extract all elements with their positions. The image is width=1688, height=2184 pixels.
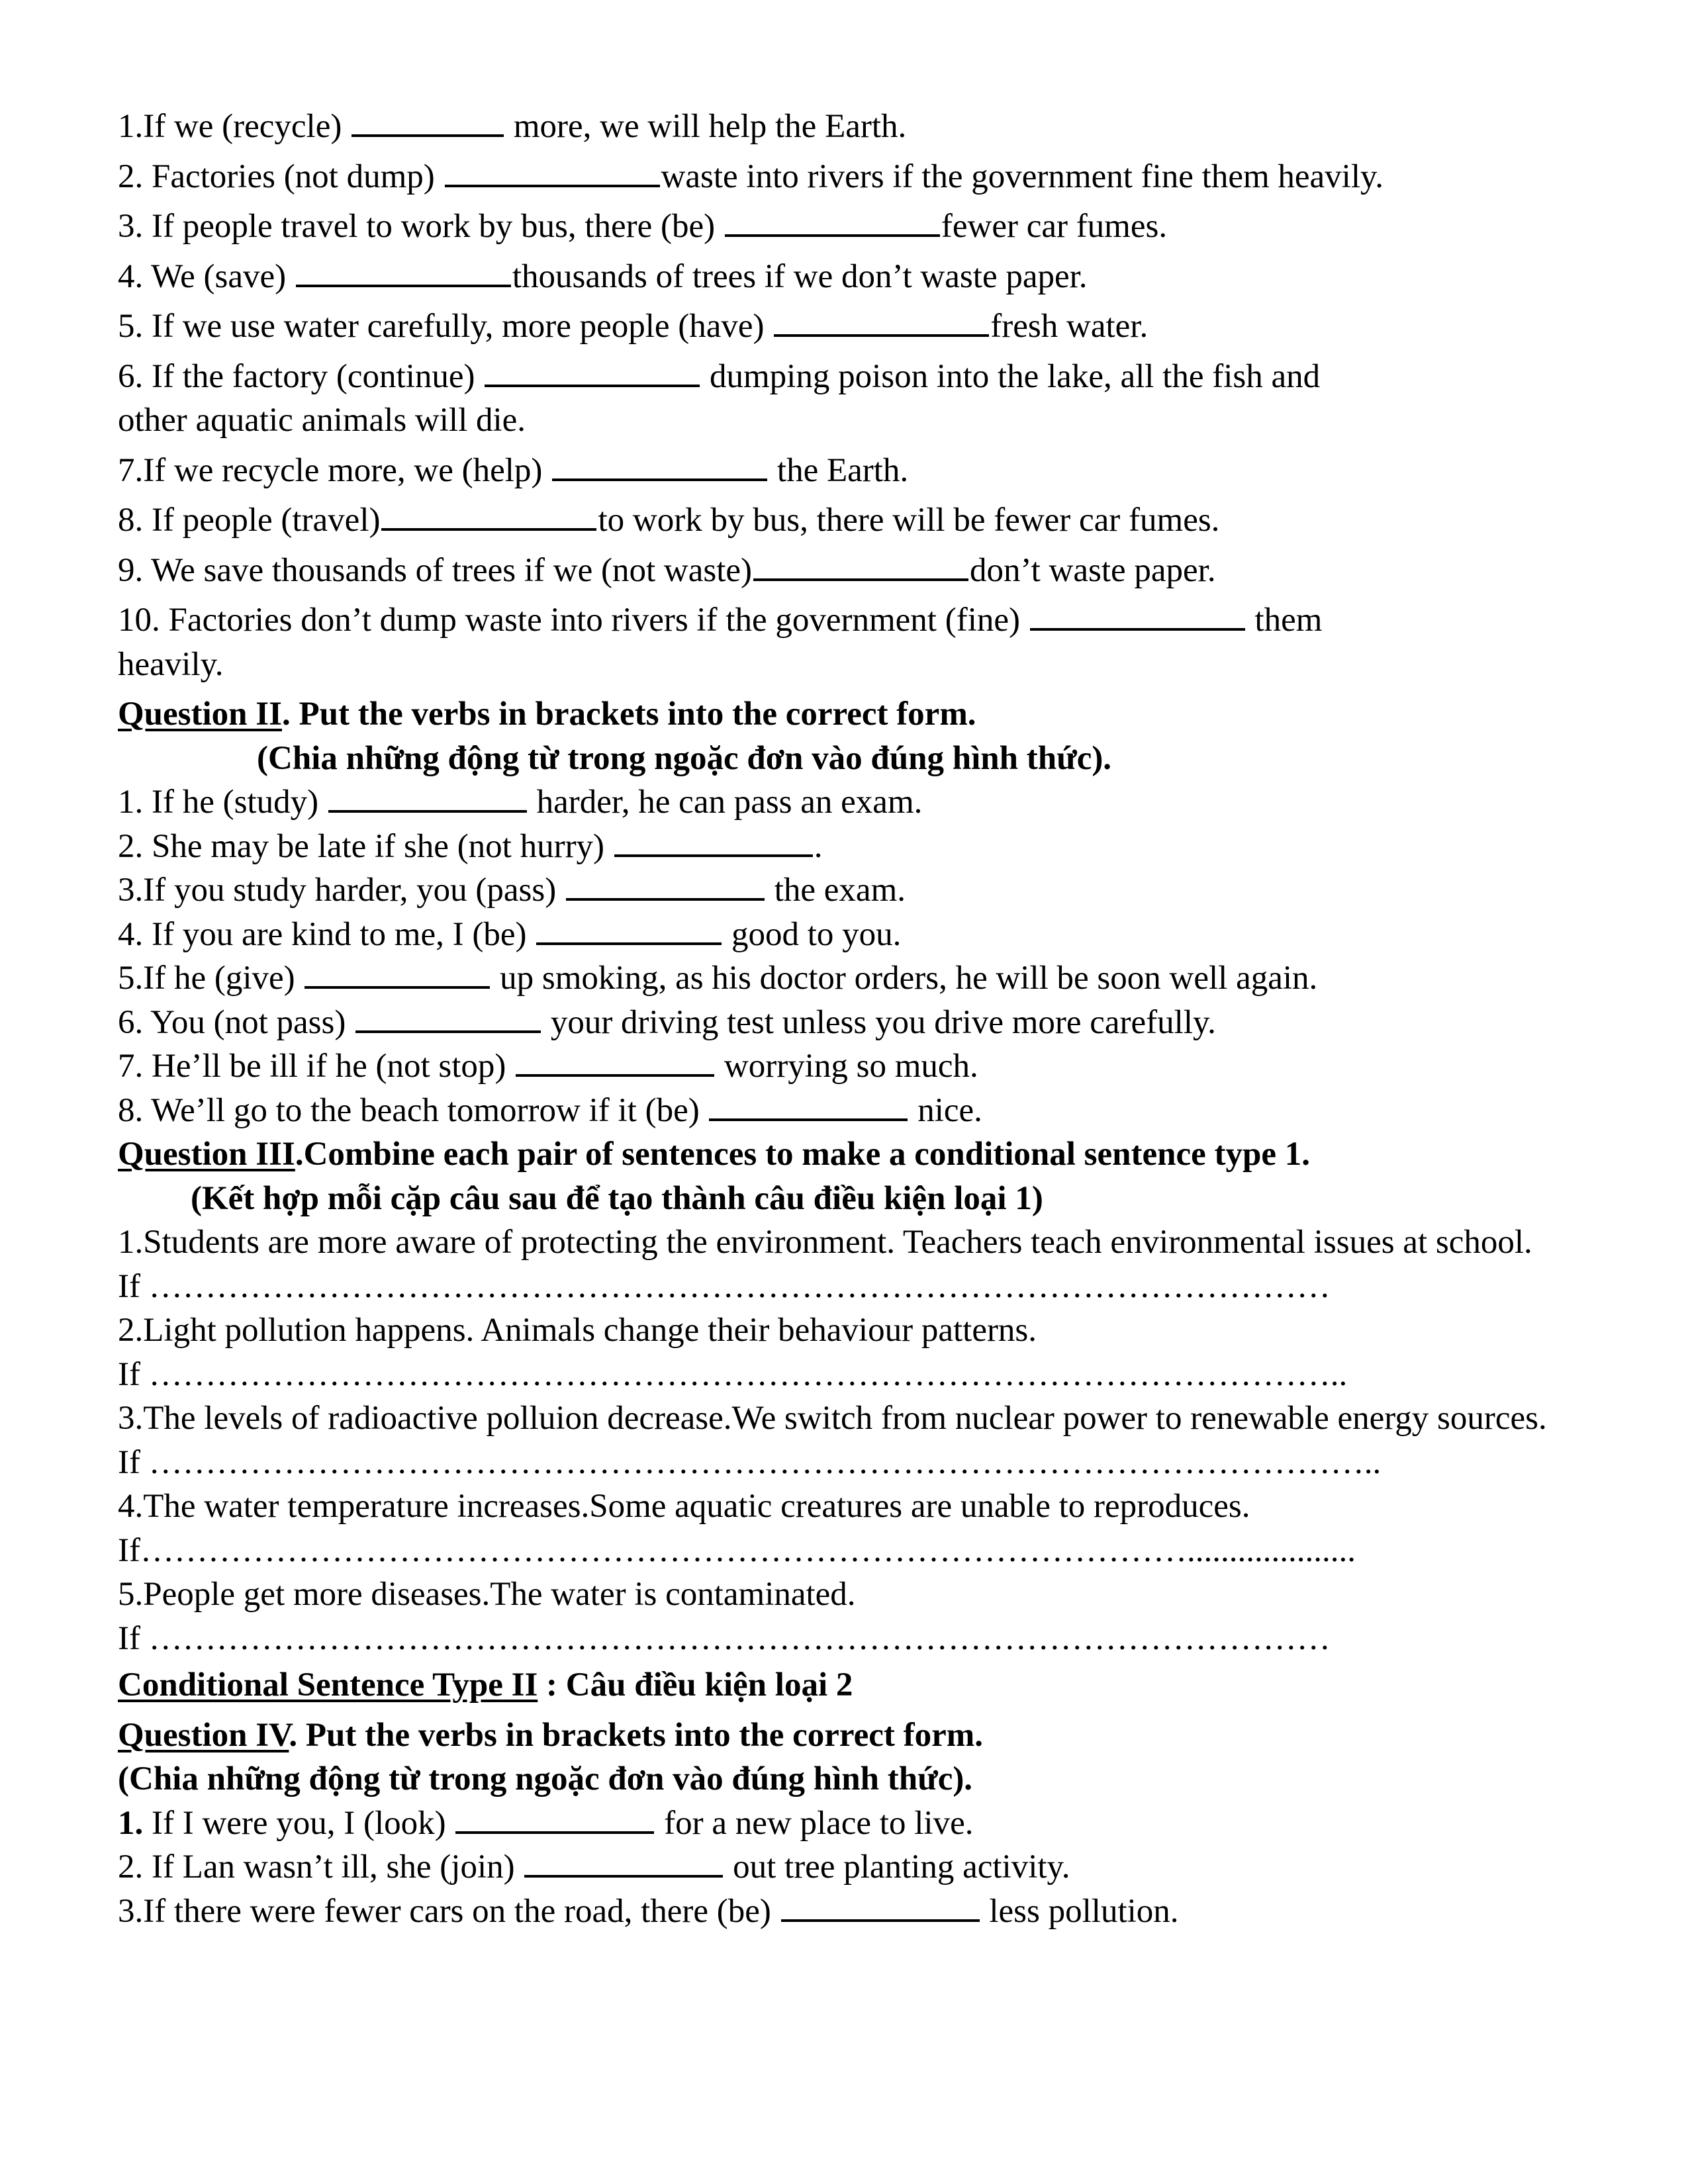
exercise-item-continuation: other aquatic animals will die. xyxy=(118,402,526,439)
combine-prompt: 4.The water temperature increases.Some aquatic creatures are unable to reproduces. xyxy=(118,1488,1250,1525)
exercise-item: 4. We (save) thousands of trees if we don’t waste paper. xyxy=(118,255,1591,299)
answer-blank[interactable] xyxy=(516,1045,714,1077)
worksheet-page xyxy=(118,105,1591,1933)
answer-line[interactable]: If …………………………………………………………………………………………… xyxy=(118,1267,1331,1305)
combine-prompt: 5.People get more diseases.The water is contaminated. xyxy=(118,1576,856,1613)
question-2-subtitle: (Chia những động từ trong ngoặc đơn vào đúng hình thức). xyxy=(257,739,1112,777)
answer-blank[interactable] xyxy=(725,205,940,237)
answer-blank[interactable] xyxy=(445,156,660,187)
answer-line[interactable]: If …………………………………………………………………………………………… xyxy=(118,1619,1331,1657)
section-heading-type2: Conditional Sentence Type II : Câu điều kiện loại 2 xyxy=(118,1666,853,1704)
exercise-item: 6. You (not pass) your driving test unless you drive more carefully. xyxy=(118,1001,1591,1045)
answer-blank[interactable] xyxy=(753,549,968,581)
exercise-item: 1.If we (recycle) more, we will help the Earth. xyxy=(118,105,1591,149)
exercise-item: 7. He’ll be ill if he (not stop) worrying so much. xyxy=(118,1044,1591,1089)
answer-blank[interactable] xyxy=(328,781,527,813)
exercise-item: 2. If Lan wasn’t ill, she (join) out tree planting activity. xyxy=(118,1845,1591,1889)
combine-prompt: 2.Light pollution happens. Animals change their behaviour patterns. xyxy=(118,1312,1037,1349)
exercise-item: 6. If the factory (continue) dumping poison into the lake, all the fish and xyxy=(118,355,1591,399)
answer-blank[interactable] xyxy=(774,305,989,337)
answer-blank[interactable] xyxy=(709,1089,908,1121)
exercise-item: 4. If you are kind to me, I (be) good to you. xyxy=(118,913,1591,957)
answer-blank[interactable] xyxy=(781,1890,980,1922)
question-4-heading: Question IV. Put the verbs in brackets into the correct form. xyxy=(118,1716,983,1754)
answer-blank[interactable] xyxy=(552,449,767,481)
answer-line[interactable]: If ……………………………………………………………………………………………….. xyxy=(118,1443,1382,1481)
answer-line[interactable]: If …………………………………………………………………………………………….. xyxy=(118,1355,1348,1393)
answer-blank[interactable] xyxy=(352,105,504,137)
answer-blank[interactable] xyxy=(536,913,722,945)
answer-blank[interactable] xyxy=(455,1802,654,1834)
answer-blank[interactable] xyxy=(566,869,765,901)
exercise-item: 8. We’ll go to the beach tomorrow if it (be) nice. xyxy=(118,1089,1591,1133)
exercise-item: 3. If people travel to work by bus, there (be) fewer car fumes. xyxy=(118,205,1591,249)
exercise-item: 2. She may be late if she (not hurry) . xyxy=(118,825,1591,869)
answer-blank[interactable] xyxy=(296,255,511,287)
exercise-item: 7.If we recycle more, we (help) the Earth. xyxy=(118,449,1591,493)
answer-blank[interactable] xyxy=(614,825,813,857)
exercise-item: 10. Factories don’t dump waste into rivers if the government (fine) them xyxy=(118,598,1591,643)
question-4-subtitle: (Chia những động từ trong ngoặc đơn vào đúng hình thức). xyxy=(118,1760,973,1797)
answer-blank[interactable] xyxy=(485,355,700,387)
exercise-item: 1. If I were you, I (look) for a new place to live. xyxy=(118,1801,1591,1846)
exercise-item: 5. If we use water carefully, more people (have) fresh water. xyxy=(118,304,1591,349)
question-2-heading: Question II. Put the verbs in brackets into the correct form. xyxy=(118,696,976,733)
exercise-item: 9. We save thousands of trees if we (not waste) don’t waste paper. xyxy=(118,549,1591,593)
combine-prompt: 3.The levels of radioactive polluion decrease.We switch from nuclear power to renewable energy sources. xyxy=(118,1400,1547,1437)
exercise-item: 8. If people (travel) to work by bus, there will be fewer car fumes. xyxy=(118,498,1591,543)
exercise-item: 3.If there were fewer cars on the road, there (be) less pollution. xyxy=(118,1889,1591,1934)
answer-blank[interactable] xyxy=(355,1001,541,1033)
question-3-subtitle: (Kết hợp mỗi cặp câu sau để tạo thành câu điều kiện loại 1) xyxy=(191,1179,1043,1217)
exercise-item-continuation: heavily. xyxy=(118,645,224,683)
answer-blank[interactable] xyxy=(381,499,596,531)
answer-blank[interactable] xyxy=(305,957,490,989)
combine-prompt: 1.Students are more aware of protecting the environment. Teachers teach environmental issues at school. xyxy=(118,1224,1532,1261)
exercise-item: 3.If you study harder, you (pass) the exam. xyxy=(118,868,1591,913)
question-3-heading: Question III.Combine each pair of sentences to make a conditional sentence type 1. xyxy=(118,1136,1311,1173)
exercise-item: 1. If he (study) harder, he can pass an exam. xyxy=(118,780,1591,825)
exercise-item: 5.If he (give) up smoking, as his doctor orders, he will be soon well again. xyxy=(118,956,1591,1001)
answer-line[interactable]: If………………………………………………………………………………….................... xyxy=(118,1531,1356,1569)
answer-blank[interactable] xyxy=(524,1846,723,1878)
exercise-item: 2. Factories (not dump) waste into rivers if the government fine them heavily. xyxy=(118,155,1591,199)
answer-blank[interactable] xyxy=(1030,599,1245,631)
